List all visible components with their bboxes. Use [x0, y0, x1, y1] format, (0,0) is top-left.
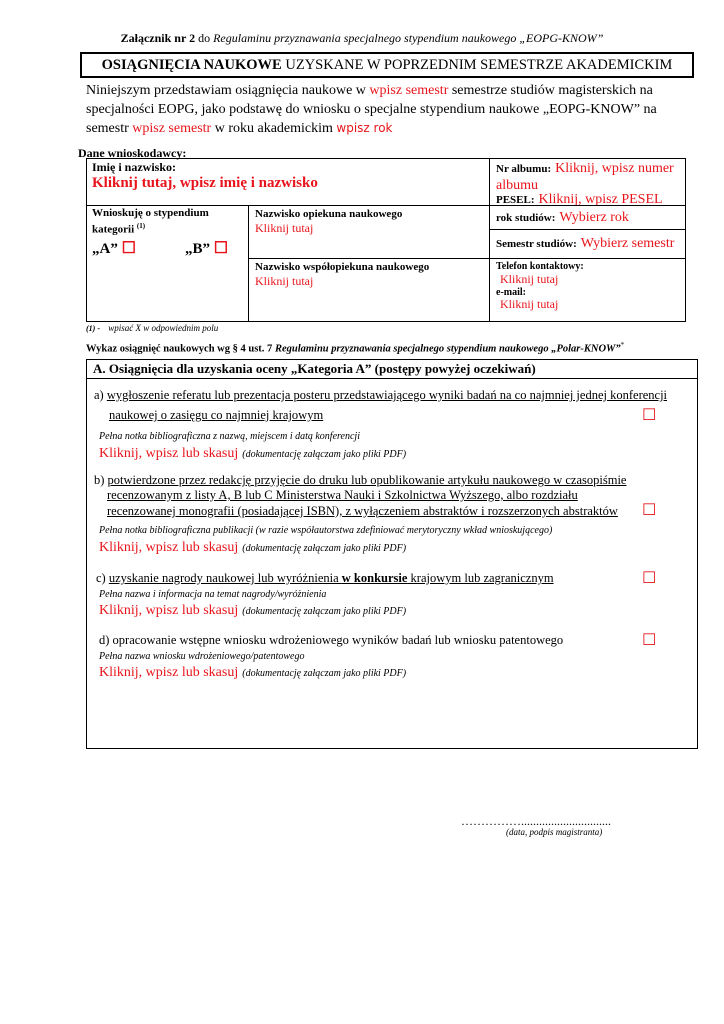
item-a-note: Pełna notka bibliograficzna z nazwą, miejscem i datą konferencji [99, 431, 360, 442]
item-d-input[interactable]: Kliknij, wpisz lub skasuj [99, 665, 239, 680]
item-d-note: Pełna nazwa wniosku wdrożeniowego/patentowego [99, 651, 305, 662]
item-b-note: Pełna notka bibliograficzna publikacji (w razie współautorstwa zdefiniować merytoryczny wkład wnioskującego) [99, 525, 553, 536]
album-input[interactable]: Kliknij, wpisz numer albumu [496, 161, 674, 193]
email-input[interactable]: Kliknij tutaj [500, 297, 559, 311]
semester-label: Semestr studiów: [496, 238, 577, 250]
pesel-input[interactable]: Kliknij, wpisz PESEL [538, 192, 663, 207]
semester-select[interactable]: Wybierz semestr [580, 236, 675, 251]
study-year-select[interactable]: Wybierz rok [559, 210, 629, 225]
category-cell: Wnioskuję o stypendium kategorii $^{(1)}$ „A” ☐ „B” ☐ [86, 205, 249, 322]
semester-cell [489, 229, 686, 259]
item-b-line1: b) potwierdzone przez redakcję przyjęcie do druku lub opublikowanie artykułu naukowego w czasopiśmie [94, 473, 627, 487]
item-a-attach-note: (dokumentację załączam jako pliki PDF) [242, 449, 407, 460]
category-a-label: „A” [92, 241, 118, 257]
semester-field-2[interactable]: wpisz semestr [132, 121, 212, 136]
item-a-line1: a) wygłoszenie referatu lub prezentacja posteru przedstawiającego wyniki badań na co najmniej jednej konferencji [94, 388, 668, 402]
annex-regulation: Regulaminu przyznawania specjalnego stypendium naukowego „EOPG-KNOW” [213, 31, 604, 45]
supervisor-label: Nazwisko opiekuna naukowego [255, 208, 403, 220]
annex-label: Załącznik nr 2 [120, 31, 196, 45]
page-title: OSIĄGNIĘCIA NAUKOWE UZYSKANE W POPRZEDNIM SEMESTRZE AKADEMICKIM [80, 52, 694, 78]
album-label: Nr albumu: [496, 163, 552, 175]
item-d-line: d) opracowanie wstępne wniosku wdrożeniowego wyników badań lub wniosku patentowego [99, 633, 564, 647]
applicant-heading: Dane wnioskodawcy: [78, 146, 187, 160]
section-a-box [86, 359, 698, 749]
name-label: Imię i nazwisko: [92, 160, 176, 174]
supervisor-input[interactable]: Kliknij tutaj [255, 221, 314, 235]
signature-label: (data, podpis magistranta) [506, 827, 603, 837]
email-label: e-mail: [496, 287, 526, 298]
study-year-label: rok studiów: [496, 212, 556, 224]
item-b-checkbox[interactable]: ☐ [642, 502, 657, 519]
item-b-line2: recenzowanym z listy A, B lub C Ministerstwa Nauki i Szkolnictwa Wyższego, albo rozdziału [107, 488, 578, 502]
phone-input[interactable]: Kliknij tutaj [500, 272, 559, 286]
album-pesel-cell [489, 158, 686, 206]
item-c-line: c) uzyskanie nagrody naukowej lub wyróżnienia w konkursie krajowym lub zagranicznym [96, 571, 554, 585]
item-c-checkbox[interactable]: ☐ [642, 570, 657, 587]
cosupervisor-label: Nazwisko współopiekuna naukowego [255, 261, 430, 273]
item-a-input[interactable]: Kliknij, wpisz lub skasuj [99, 446, 239, 461]
category-b-checkbox[interactable]: ☐ [213, 240, 229, 257]
item-d-checkbox[interactable]: ☐ [642, 632, 657, 649]
item-c-input[interactable]: Kliknij, wpisz lub skasuj [99, 603, 239, 618]
cosupervisor-input[interactable]: Kliknij tutaj [255, 274, 314, 288]
item-a-checkbox[interactable]: ☐ [642, 407, 657, 424]
item-b-line3: recenzowanej monografii (posiadającej ISBN), z wyłączeniem abstraktów i rozszerzonych abstraktów [107, 504, 618, 518]
item-a-line2: naukowej o zasięgu co najmniej krajowym [109, 408, 324, 422]
item-c-note: Pełna nazwa i informacja na temat nagrody/wyróżnienia [99, 589, 327, 600]
category-b-label: „B” [185, 241, 211, 257]
year-field[interactable]: wpisz rok [336, 121, 393, 135]
intro-paragraph: Niniejszym przedstawiam osiągnięcia naukowe w wpisz semestr semestrze studiów magisterskich na specjalności EOPG, jako podstawę do wniosku o specjalne stypendium naukowe „EOPG-KNOW” na semestr wpisz semestr w roku akademickim wpisz rok [86, 83, 657, 136]
category-label: Wnioskuję o stypendium kategorii [92, 207, 209, 236]
item-b-input[interactable]: Kliknij, wpisz lub skasuj [99, 540, 239, 555]
phone-label: Telefon kontaktowy: [496, 261, 584, 272]
item-b-attach-note: (dokumentację załączam jako pliki PDF) [242, 543, 407, 554]
section-a-heading: A. Osiągnięcia dla uzyskania oceny „Kategoria A” (postępy powyżej oczekiwań) [93, 361, 536, 376]
semester-field-1[interactable]: wpisz semestr [369, 83, 449, 98]
name-cell [86, 158, 490, 206]
category-a-checkbox[interactable]: ☐ [121, 240, 136, 257]
supervisor-cell [248, 205, 490, 259]
annex-header: Załącznik nr 2 do Regulaminu przyznawania specjalnego stypendium naukowego „EOPG-KNOW” [120, 31, 604, 45]
contact-cell [489, 258, 686, 322]
item-d-attach-note: (dokumentację załączam jako pliki PDF) [242, 668, 407, 679]
name-input[interactable]: Kliknij tutaj, wpisz imię i nazwisko [92, 175, 318, 191]
pesel-label: PESEL: [496, 194, 535, 206]
cosupervisor-cell [248, 258, 490, 322]
signature-line: …………….............................. [461, 814, 611, 828]
year-cell [489, 205, 686, 230]
achievements-list-heading: Wykaz osiągnięć naukowych wg § 4 ust. 7 Regulaminu przyznawania specjalnego stypendium naukowego „Polar-KNOW”* [86, 341, 625, 355]
footnote: (1) - wpisać X w odpowiednim polu [86, 323, 219, 333]
item-c-attach-note: (dokumentację załączam jako pliki PDF) [242, 606, 407, 617]
